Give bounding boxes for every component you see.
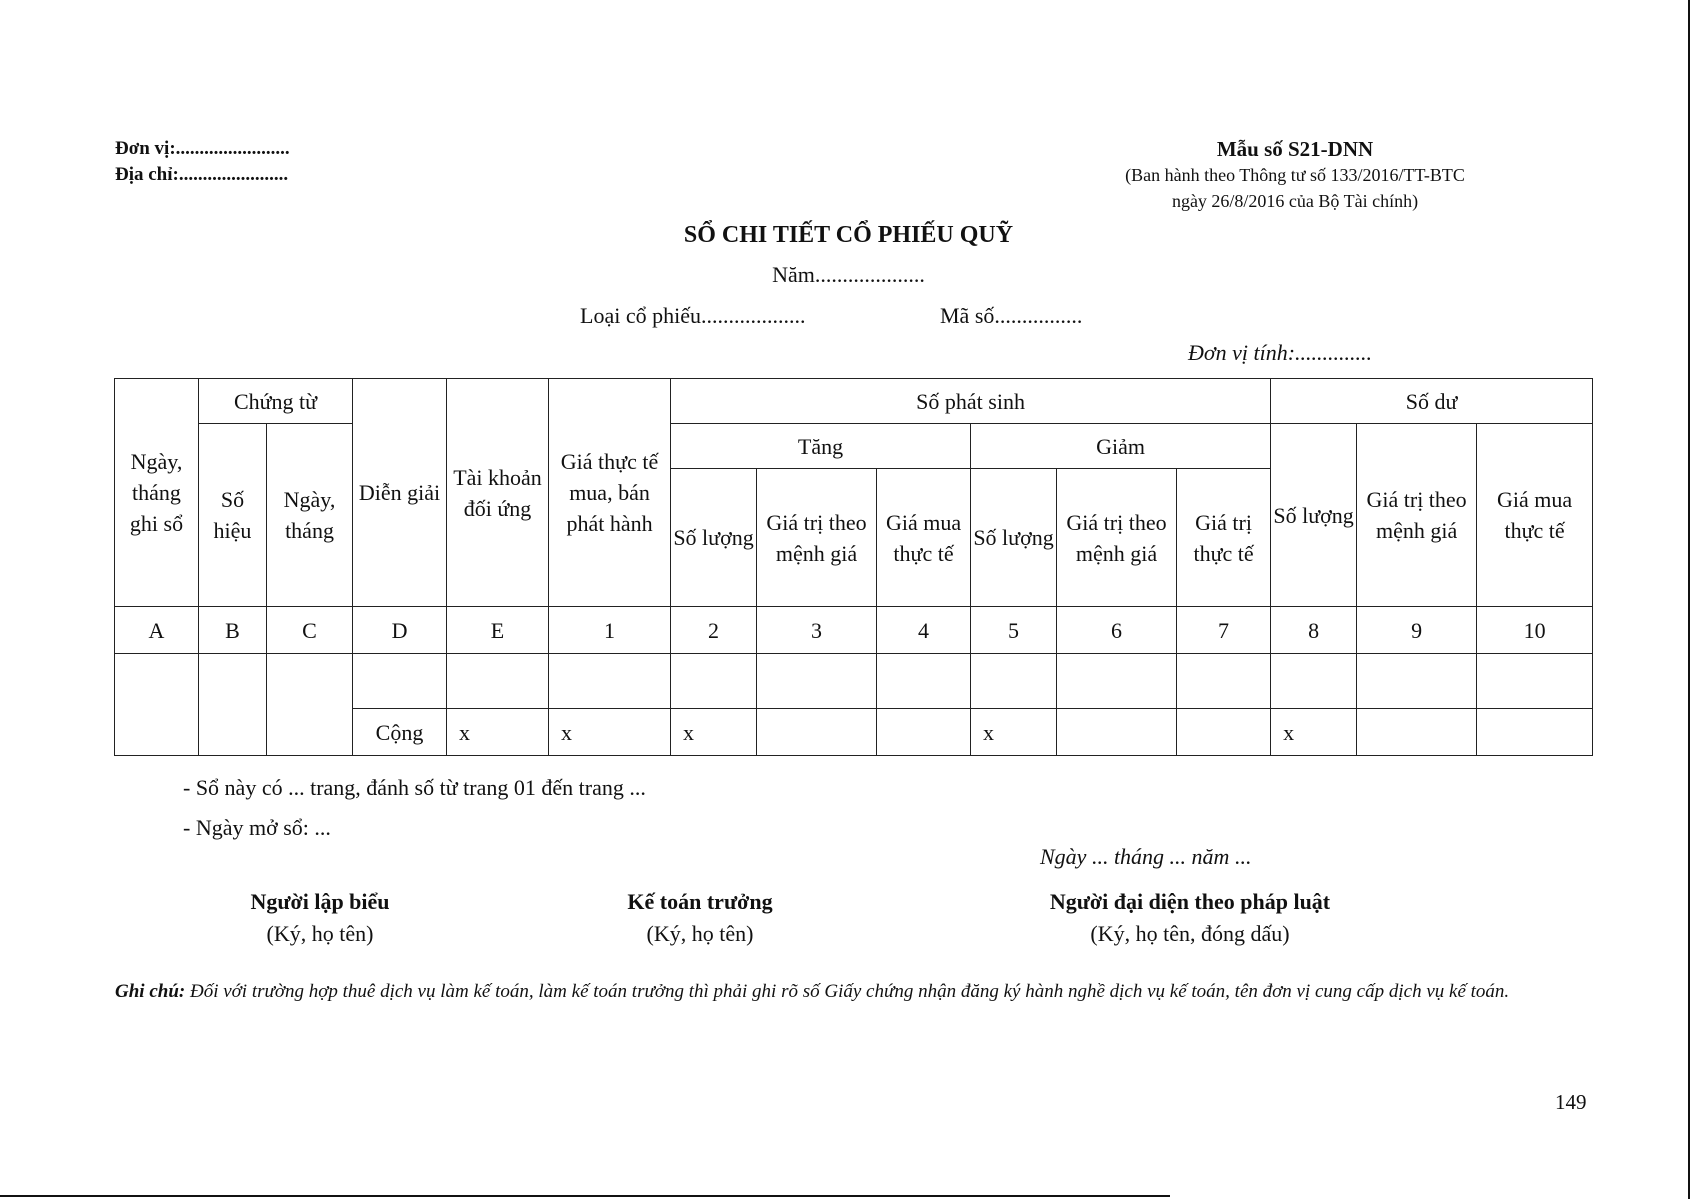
total-label: Cộng [353, 709, 447, 756]
data-cell [1057, 654, 1177, 709]
signature-chief-accountant [540, 886, 860, 950]
data-cell [267, 654, 353, 756]
footnote-label: Ghi chú: [115, 981, 186, 1002]
pages-note: - Sổ này có ... trang, đánh số từ trang 01 đến trang ... [183, 775, 646, 800]
footnote [115, 978, 1595, 1005]
data-cell [971, 654, 1057, 709]
x-mark: x [447, 709, 549, 756]
data-cell [115, 654, 199, 756]
data-cell [757, 654, 877, 709]
col-decrease-face-value: Giá trị theo mệnh giá [1057, 469, 1177, 607]
x-mark: x [971, 709, 1057, 756]
signature-role: Người lập biểu [250, 889, 390, 914]
footnote-text: Đối với trường hợp thuê dịch vụ làm kế toán, làm kế toán trưởng thì phải ghi rõ số Giấy chứng nhận đăng ký hành nghề dịch vụ kế toán, tên đơn vị cung cấp dịch vụ kế toán. [189, 981, 1510, 1002]
col-date-recorded: Ngày, tháng ghi sổ [115, 379, 199, 607]
data-cell [447, 654, 549, 709]
data-cell [353, 654, 447, 709]
code-cell: D [353, 607, 447, 654]
form-number: Mẫu số S21-DNN [1216, 137, 1374, 161]
unit-info [115, 136, 290, 188]
x-mark: x [549, 709, 671, 756]
code-cell: A [115, 607, 199, 654]
code-cell: 9 [1357, 607, 1477, 654]
data-cell [1177, 709, 1271, 756]
form-info [1100, 136, 1490, 214]
issued-by-line-2: ngày 26/8/2016 của Bộ Tài chính) [1171, 191, 1419, 211]
col-account: Tài khoản đối ứng [447, 379, 549, 607]
header-row-1 [115, 379, 1593, 424]
issued-by-line-1: (Ban hành theo Thông tư số 133/2016/TT-BTC [1125, 165, 1465, 185]
document-title: SỔ CHI TIẾT CỔ PHIẾU QUỸ [683, 222, 1014, 248]
data-cell [1477, 709, 1593, 756]
code-cell: C [267, 607, 353, 654]
code-cell: 8 [1271, 607, 1357, 654]
col-balance-purchase: Giá mua thực tế [1477, 424, 1593, 607]
code-cell: 10 [1477, 607, 1593, 654]
code-cell: 1 [549, 607, 671, 654]
date-line: Ngày ... tháng ... năm ... [1040, 844, 1252, 869]
stock-type-line: Loại cổ phiếu................... [580, 303, 806, 328]
code-cell: B [199, 607, 267, 654]
col-increase-qty: Số lượng [671, 469, 757, 607]
signature-instruction: (Ký, họ tên, đóng dấu) [1090, 921, 1290, 946]
col-price: Giá thực tế mua, bán phát hành [549, 379, 671, 607]
data-cell [1477, 654, 1593, 709]
signature-preparer [190, 886, 450, 950]
scan-edge-right [1688, 0, 1690, 1199]
col-decrease-actual-value: Giá trị thực tế [1177, 469, 1271, 607]
code-cell: 3 [757, 607, 877, 654]
code-cell: 6 [1057, 607, 1177, 654]
table-row [115, 654, 1593, 709]
data-cell [877, 709, 971, 756]
data-cell [1357, 709, 1477, 756]
code-cell: 7 [1177, 607, 1271, 654]
col-balance-face-value: Giá trị theo mệnh giá [1357, 424, 1477, 607]
data-cell [1357, 654, 1477, 709]
code-cell: E [447, 607, 549, 654]
data-cell [877, 654, 971, 709]
notes [183, 768, 646, 848]
data-cell [757, 709, 877, 756]
col-voucher: Chứng từ [199, 379, 353, 424]
scan-edge-bottom [0, 1195, 1170, 1197]
x-mark: x [1271, 709, 1357, 756]
col-arising: Số phát sinh [671, 379, 1271, 424]
code-line: Mã số................ [940, 303, 1083, 328]
signature-role: Kế toán trưởng [627, 889, 773, 914]
signature-role: Người đại diện theo pháp luật [1049, 889, 1331, 914]
code-cell: 5 [971, 607, 1057, 654]
col-decrease-qty: Số lượng [971, 469, 1057, 607]
col-description: Diễn giải [353, 379, 447, 607]
ledger-table [114, 378, 1593, 756]
unit-of-measure: Đơn vị tính:.............. [1188, 340, 1373, 365]
data-cell [1177, 654, 1271, 709]
col-balance: Số dư [1271, 379, 1593, 424]
x-mark: x [671, 709, 757, 756]
data-cell [549, 654, 671, 709]
year-line: Năm.................... [772, 262, 925, 287]
signature-instruction: (Ký, họ tên) [646, 921, 754, 946]
unit-line: Đơn vị:........................ [115, 138, 290, 159]
address-line: Địa chỉ:....................... [115, 164, 289, 185]
page-number: 149 [1555, 1090, 1587, 1114]
col-decrease: Giảm [971, 424, 1271, 469]
signature-instruction: (Ký, họ tên) [266, 921, 374, 946]
header-row-2 [115, 424, 1593, 469]
code-cell: 2 [671, 607, 757, 654]
data-cell [671, 654, 757, 709]
signature-legal-representative [990, 886, 1390, 950]
col-increase-purchase: Giá mua thực tế [877, 469, 971, 607]
data-cell [1057, 709, 1177, 756]
code-cell: 4 [877, 607, 971, 654]
col-voucher-no: Số hiệu [199, 424, 267, 607]
col-balance-qty: Số lượng [1271, 424, 1357, 607]
open-date-note: - Ngày mở sổ: ... [183, 815, 331, 840]
col-increase-face-value: Giá trị theo mệnh giá [757, 469, 877, 607]
data-cell [1271, 654, 1357, 709]
col-increase: Tăng [671, 424, 971, 469]
data-cell [199, 654, 267, 756]
code-row [115, 607, 1593, 654]
col-voucher-date: Ngày, tháng [267, 424, 353, 607]
